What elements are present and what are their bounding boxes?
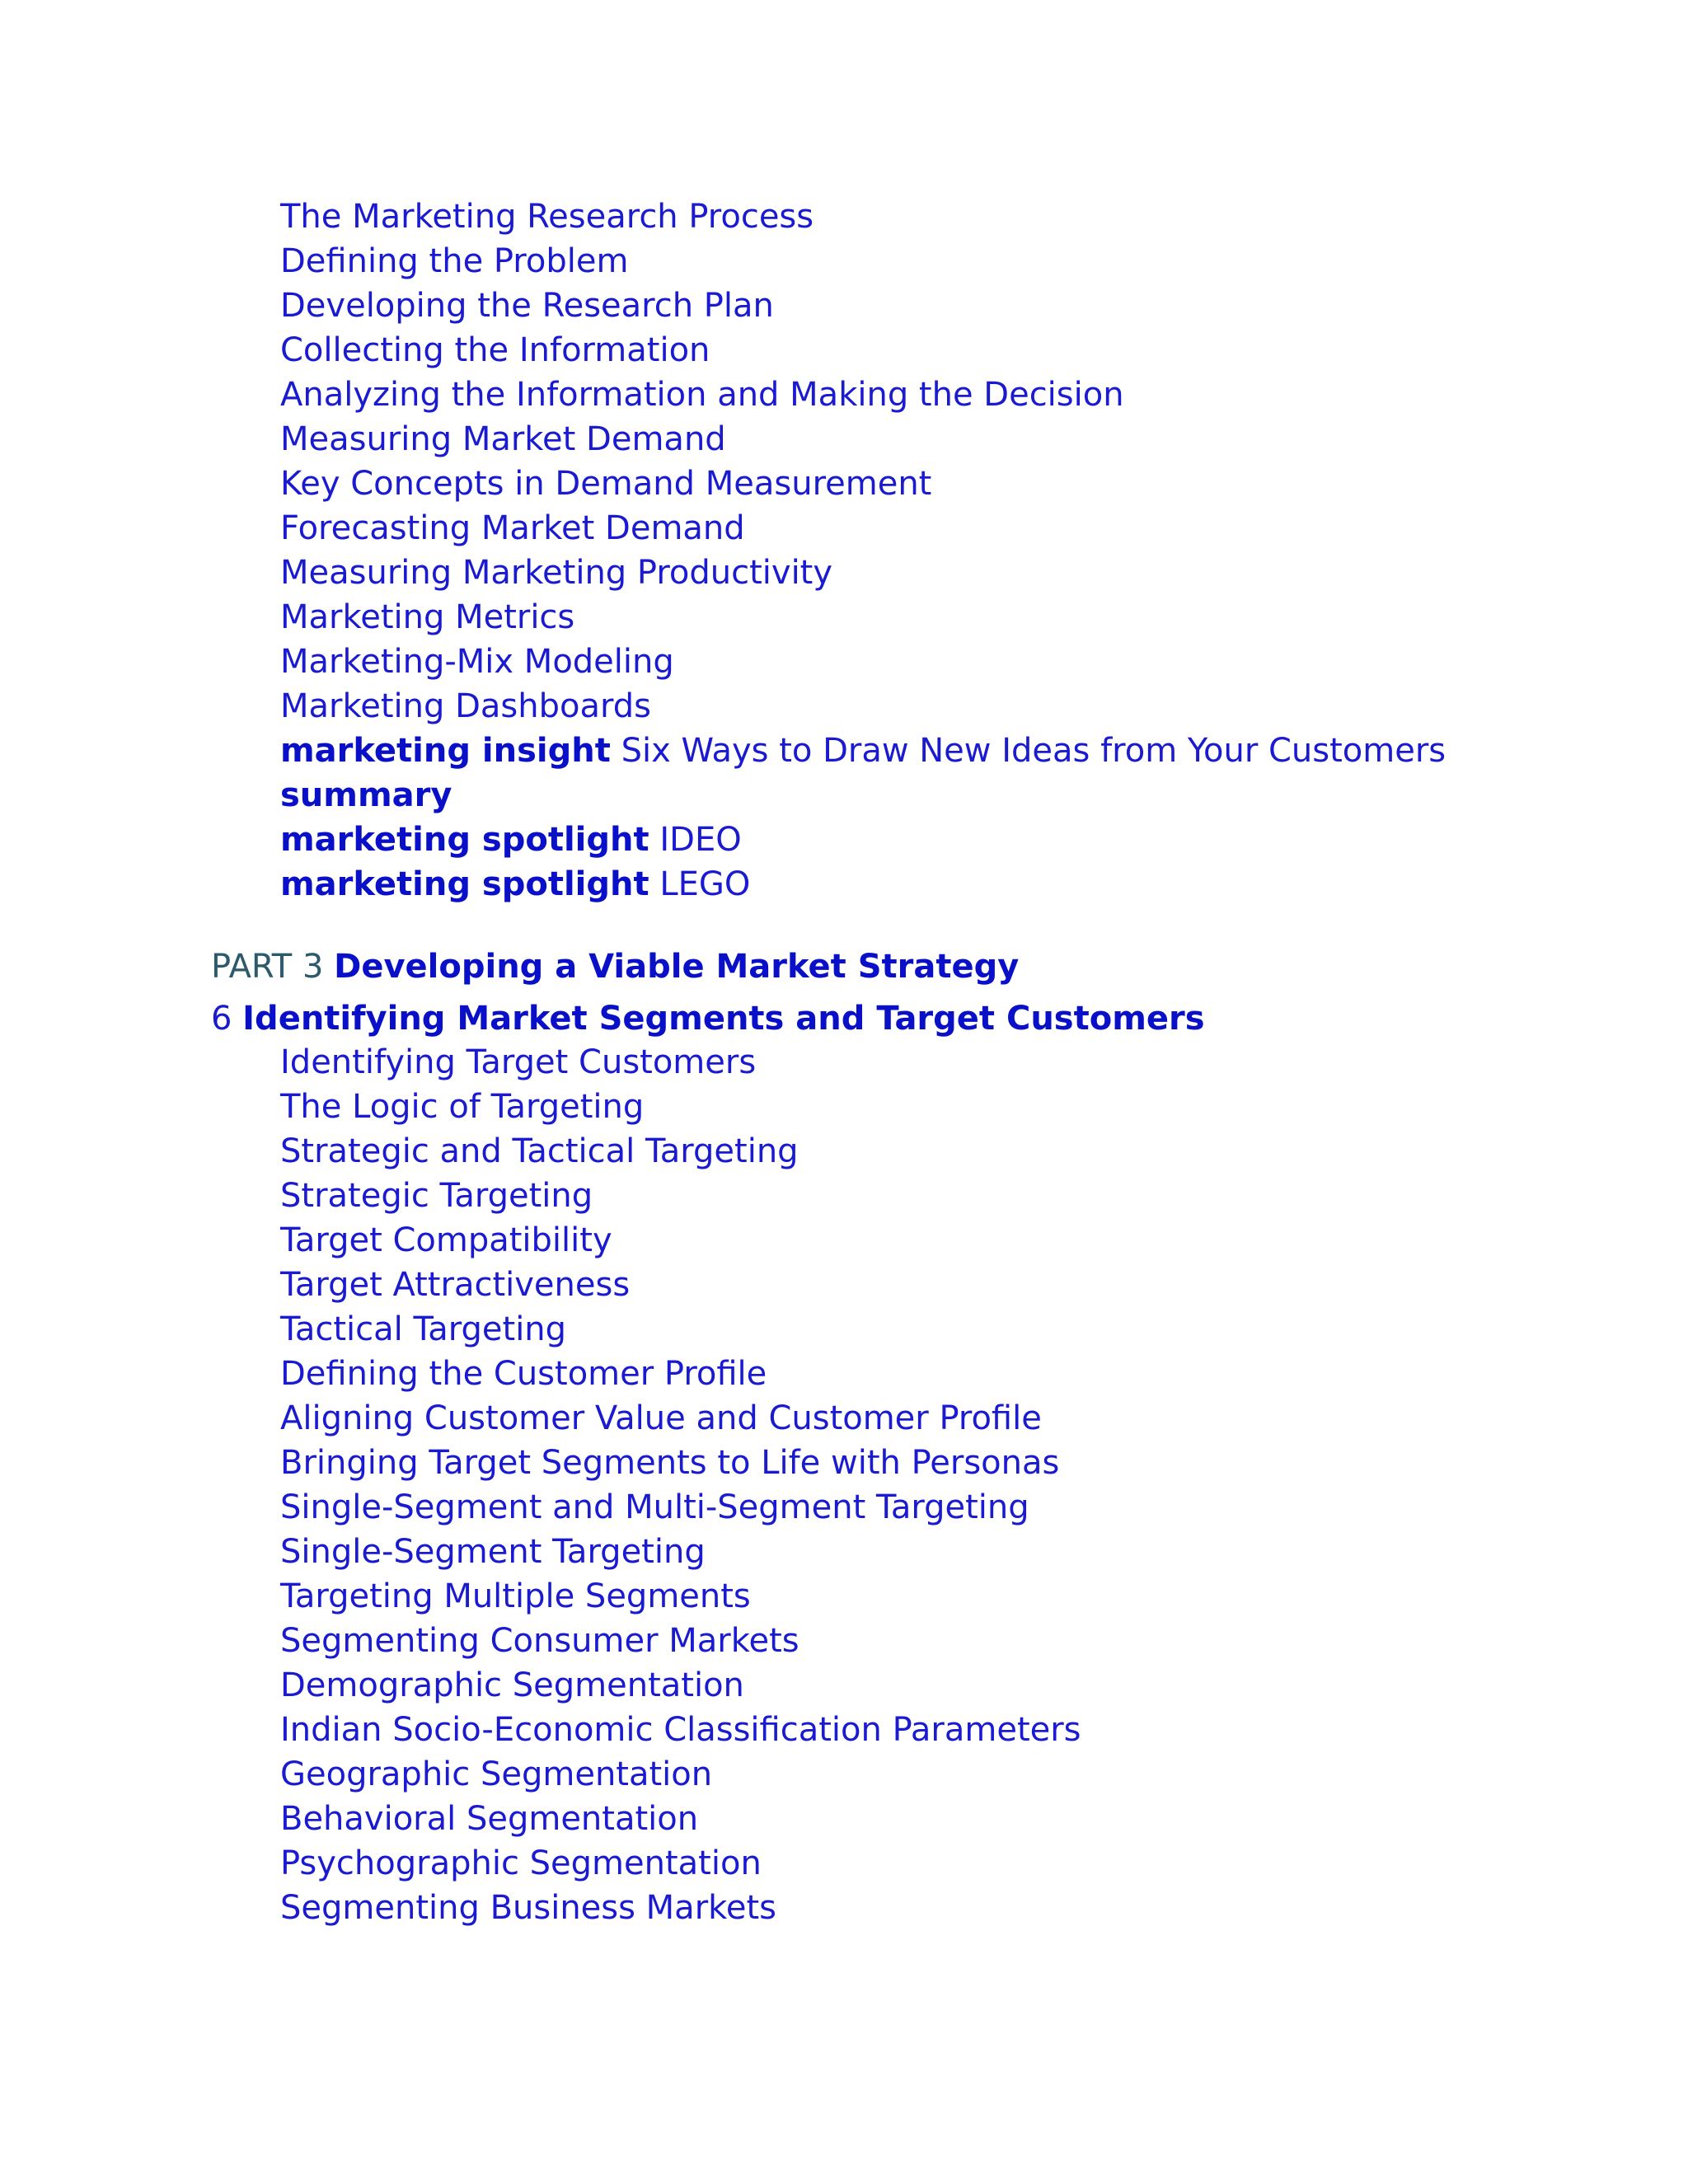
toc-entry[interactable]: Segmenting Consumer Markets [280, 1622, 799, 1660]
chapter-heading[interactable] [211, 996, 1205, 1042]
toc-entry-marketing-insight[interactable] [280, 729, 1446, 773]
toc-entry[interactable]: Target Compatibility [280, 1221, 612, 1259]
toc-entry[interactable]: Identifying Target Customers [280, 1043, 757, 1081]
toc-entry[interactable]: Behavioral Segmentation [280, 1800, 699, 1838]
toc-entry[interactable]: Geographic Segmentation [280, 1755, 713, 1793]
toc-entry[interactable] [280, 239, 1446, 284]
chapter-number: 6 [211, 1000, 232, 1038]
toc-entry-text: Key Concepts in Demand Measurement [280, 465, 932, 503]
toc-entry-text: Marketing Metrics [280, 598, 575, 636]
toc-entry-text: Defining the Problem [280, 242, 629, 280]
toc-entry-text: Measuring Market Demand [280, 420, 726, 458]
toc-entry[interactable] [280, 462, 1446, 506]
toc-entry-lead: summary [280, 776, 452, 814]
toc-entry[interactable] [280, 284, 1446, 328]
toc-entry[interactable]: Targeting Multiple Segments [280, 1577, 751, 1615]
toc-entry[interactable]: Target Attractiveness [280, 1266, 631, 1304]
toc-entry[interactable]: Aligning Customer Value and Customer Profile [280, 1399, 1042, 1437]
part-heading[interactable] [211, 944, 1019, 990]
toc-entry[interactable] [280, 595, 1446, 640]
toc-entry[interactable]: Single-Segment Targeting [280, 1533, 706, 1571]
toc-entry[interactable]: Single-Segment and Multi-Segment Targeting [280, 1488, 1029, 1526]
toc-entry-lead: marketing spotlight [280, 821, 649, 859]
toc-entry[interactable] [280, 373, 1446, 417]
toc-entry-text: IDEO [659, 821, 742, 859]
toc-entry[interactable] [280, 194, 1446, 239]
toc-entry-text: Marketing-Mix Modeling [280, 643, 674, 681]
toc-entry[interactable]: Strategic and Tactical Targeting [280, 1132, 799, 1170]
toc-section-list-top [280, 194, 1446, 907]
toc-entry-lead: marketing spotlight [280, 865, 649, 903]
toc-entry[interactable] [280, 684, 1446, 729]
toc-entry-text: Marketing Dashboards [280, 687, 651, 725]
chapter-title: Identifying Market Segments and Target Customers [242, 1000, 1205, 1038]
part-label: PART 3 [211, 948, 324, 986]
toc-entry-marketing-spotlight[interactable] [280, 862, 1446, 907]
toc-entry-lead: marketing insight [280, 732, 611, 770]
toc-entry-summary[interactable] [280, 773, 1446, 818]
toc-entry[interactable]: The Logic of Targeting [280, 1088, 645, 1126]
toc-entry[interactable] [280, 640, 1446, 684]
toc-entry-text: Analyzing the Information and Making the Decision [280, 376, 1124, 414]
toc-entry-marketing-spotlight[interactable] [280, 818, 1446, 862]
toc-entry-text: Measuring Marketing Productivity [280, 554, 833, 592]
toc-entry[interactable]: Strategic Targeting [280, 1177, 593, 1215]
toc-entry[interactable] [280, 417, 1446, 462]
toc-entry[interactable]: Demographic Segmentation [280, 1666, 744, 1704]
toc-entry[interactable]: Bringing Target Segments to Life with Personas [280, 1444, 1060, 1482]
toc-entry[interactable]: Indian Socio-Economic Classification Parameters [280, 1711, 1081, 1749]
toc-entry-text: Collecting the Information [280, 331, 710, 369]
toc-entry-text: Forecasting Market Demand [280, 509, 745, 547]
toc-section-list-bottom [280, 1040, 1081, 1930]
toc-entry[interactable] [280, 328, 1446, 373]
toc-entry-text: Developing the Research Plan [280, 287, 774, 325]
toc-entry[interactable]: Tactical Targeting [280, 1310, 567, 1348]
toc-entry[interactable] [280, 506, 1446, 551]
part-title: Developing a Viable Market Strategy [334, 948, 1020, 986]
toc-entry-text: The Marketing Research Process [280, 198, 814, 236]
toc-entry[interactable] [280, 551, 1446, 595]
toc-entry-text: LEGO [659, 865, 751, 903]
toc-entry[interactable]: Defining the Customer Profile [280, 1355, 767, 1393]
toc-entry-text: Six Ways to Draw New Ideas from Your Customers [621, 732, 1447, 770]
toc-entry[interactable]: Psychographic Segmentation [280, 1844, 762, 1882]
toc-entry[interactable]: Segmenting Business Markets [280, 1889, 777, 1927]
